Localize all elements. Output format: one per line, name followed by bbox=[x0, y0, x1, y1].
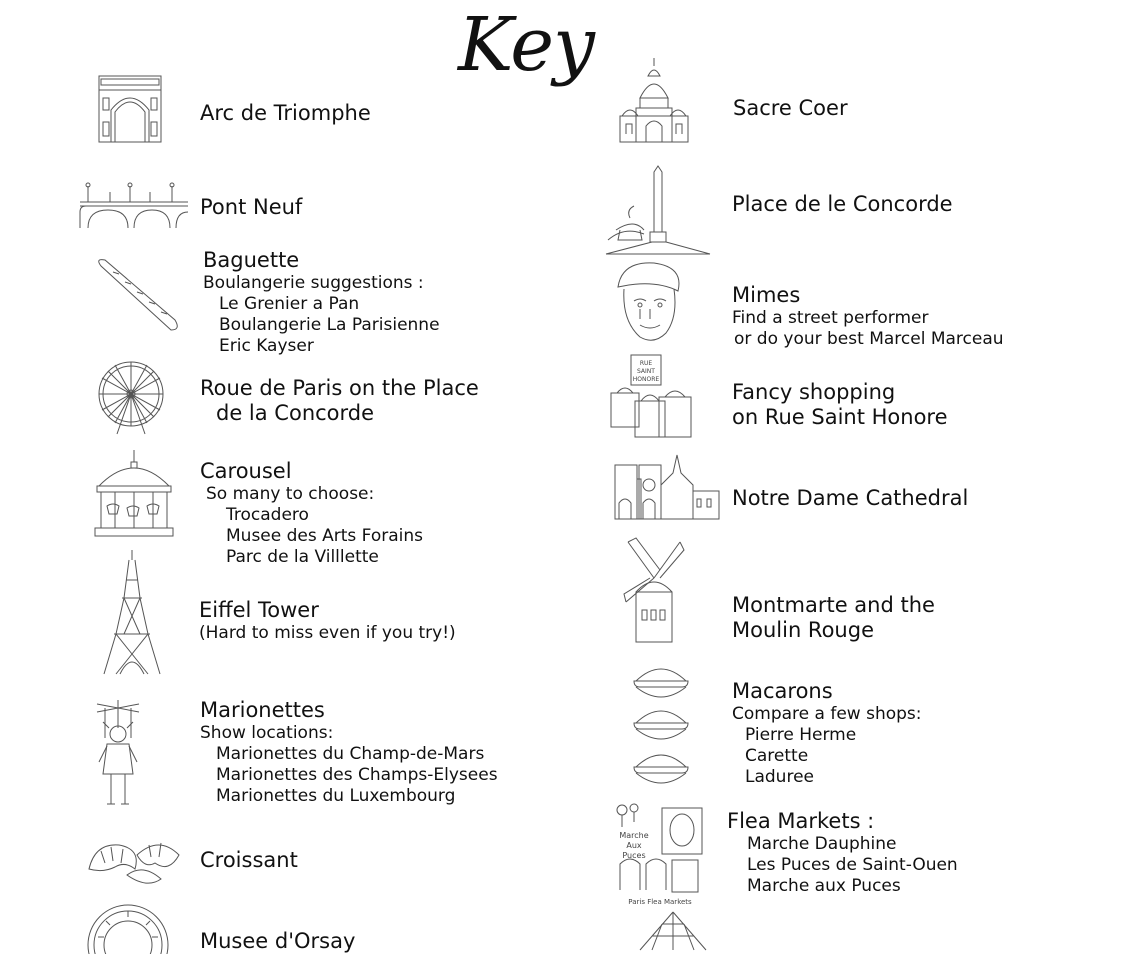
montmartre-label: Montmarte and the bbox=[732, 593, 935, 617]
sacre-coeur-label: Sacre Coer bbox=[733, 96, 848, 120]
sacre-coeur-icon bbox=[618, 58, 690, 144]
place-de-la-concorde-label: Place de le Concorde bbox=[732, 192, 953, 216]
flea-markets-label: Flea Markets : bbox=[727, 809, 875, 833]
shopping-bags-icon bbox=[609, 353, 695, 439]
roue-de-paris-label-2: de la Concorde bbox=[216, 401, 375, 425]
mimes-note-1: Find a street performer bbox=[732, 308, 929, 328]
eiffel-tower-icon bbox=[102, 550, 162, 676]
arc-de-triomphe-icon bbox=[97, 72, 163, 144]
list-item: Parc de la Villlette bbox=[226, 547, 379, 567]
croissant-icon bbox=[85, 833, 181, 889]
baguette-label: Baguette bbox=[203, 248, 300, 272]
fancy-shopping-label: Fancy shopping bbox=[732, 380, 896, 404]
croissant-label: Croissant bbox=[200, 848, 298, 872]
arc-de-triomphe-label: Arc de Triomphe bbox=[200, 101, 371, 125]
carousel-label: Carousel bbox=[200, 459, 292, 483]
macarons-note: Compare a few shops: bbox=[732, 704, 922, 724]
flea-market-icon bbox=[614, 802, 706, 906]
list-item: Marche Dauphine bbox=[747, 834, 897, 854]
list-item: Musee des Arts Forains bbox=[226, 526, 424, 546]
list-item: Marionettes du Champ-de-Mars bbox=[216, 744, 485, 764]
eiffel-tower-label: Eiffel Tower bbox=[199, 598, 319, 622]
roue-de-paris-label: Roue de Paris on the Place bbox=[200, 376, 479, 400]
shopping-sign-text: RUE bbox=[639, 360, 653, 367]
windmill-icon bbox=[624, 538, 684, 644]
fancy-shopping-label-2: on Rue Saint Honore bbox=[732, 405, 948, 429]
mimes-note-2: or do your best Marcel Marceau bbox=[734, 329, 1004, 349]
notre-dame-label: Notre Dame Cathedral bbox=[732, 486, 969, 510]
list-item: Le Grenier a Pan bbox=[219, 294, 360, 314]
ferris-wheel-icon bbox=[97, 358, 165, 434]
shopping-sign-text: HONORE bbox=[632, 376, 660, 383]
flea-sign-text: Marche bbox=[619, 831, 649, 840]
pont-neuf-label: Pont Neuf bbox=[200, 195, 303, 219]
flea-caption-text: Paris Flea Markets bbox=[628, 898, 692, 906]
mimes-label: Mimes bbox=[732, 283, 801, 307]
list-item: Eric Kayser bbox=[219, 336, 314, 356]
list-item: Les Puces de Saint-Ouen bbox=[747, 855, 958, 875]
notre-dame-icon bbox=[613, 455, 721, 521]
baguette-note: Boulangerie suggestions : bbox=[203, 273, 424, 293]
marionettes-label: Marionettes bbox=[200, 698, 325, 722]
marionette-icon bbox=[95, 698, 141, 816]
list-item: Marionettes du Luxembourg bbox=[216, 786, 456, 806]
list-item: Marche aux Puces bbox=[747, 876, 901, 896]
marionettes-note: Show locations: bbox=[200, 723, 334, 743]
pont-neuf-icon bbox=[80, 182, 188, 230]
mime-face-icon bbox=[614, 261, 686, 343]
obelisk-fountain-icon bbox=[604, 166, 714, 258]
flea-sign-text: Aux bbox=[626, 841, 642, 850]
carousel-icon bbox=[93, 450, 175, 538]
baguette-icon bbox=[95, 258, 180, 333]
louvre-pyramid-icon bbox=[640, 912, 706, 950]
page-title: Key bbox=[458, 2, 594, 88]
macarons-label: Macarons bbox=[732, 679, 833, 703]
list-item: Trocadero bbox=[226, 505, 309, 525]
list-item: Pierre Herme bbox=[745, 725, 857, 745]
macarons-icon bbox=[632, 663, 690, 791]
list-item: Laduree bbox=[745, 767, 814, 787]
list-item: Boulangerie La Parisienne bbox=[219, 315, 440, 335]
carousel-note: So many to choose: bbox=[206, 484, 375, 504]
shopping-sign-text: SAINT bbox=[637, 368, 655, 375]
list-item: Marionettes des Champs-Elysees bbox=[216, 765, 498, 785]
musee-orsay-label: Musee d'Orsay bbox=[200, 929, 356, 953]
orsay-clock-icon bbox=[86, 903, 170, 950]
eiffel-tower-note: (Hard to miss even if you try!) bbox=[199, 623, 456, 643]
flea-sign-text: Puces bbox=[622, 851, 646, 860]
moulin-rouge-label: Moulin Rouge bbox=[732, 618, 874, 642]
list-item: Carette bbox=[745, 746, 809, 766]
